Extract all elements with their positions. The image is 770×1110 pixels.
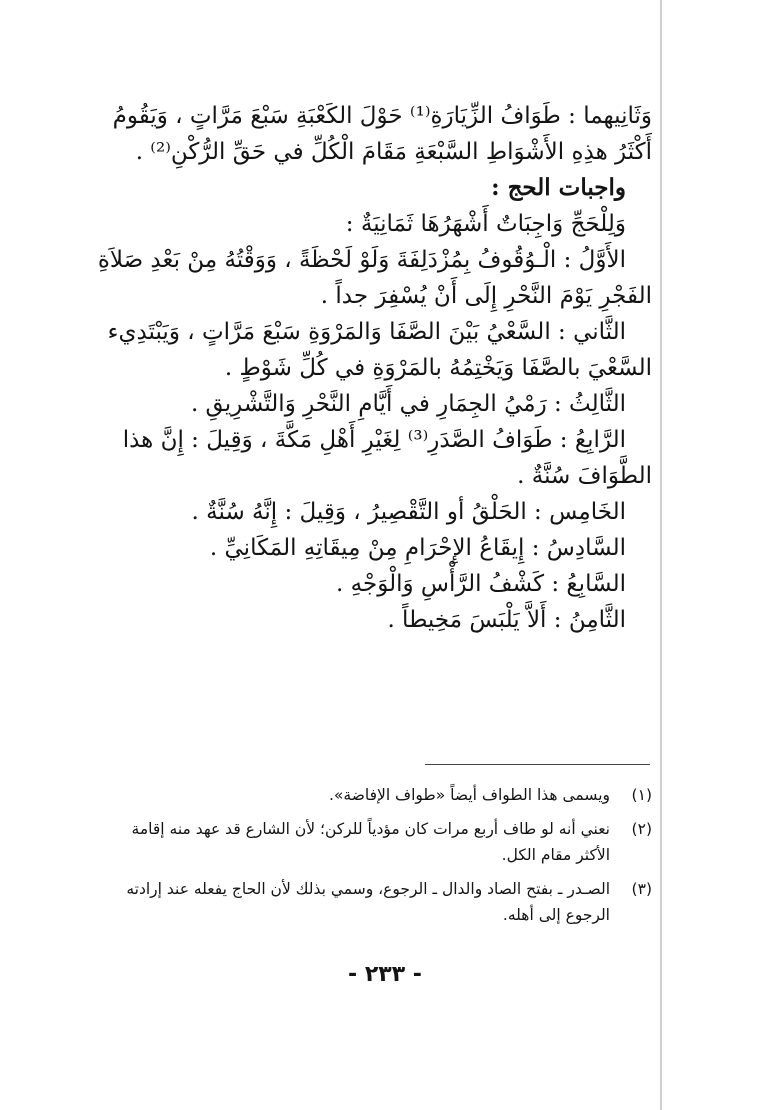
text-line-14: السَّابِعُ : كَشْفُ الرَّأْسِ وَالْوَجْهِ . <box>336 571 626 597</box>
text-line-15: الثَّامِنُ : أَلاَّ يَلْبَسَ مَخِيطاً . <box>387 607 626 633</box>
text-line-7: الثَّاني : السَّعْيُ بَيْنَ الصَّفَا وَالمَرْوَةِ سَبْعَ مَرَّاتٍ ، وَيَبْتَدِيء <box>107 319 626 345</box>
section-heading: واجبات الحج : <box>491 174 626 201</box>
footnote-text: نعني أنه لو طاف أربع مرات كان مؤدياً للركن؛ لأن الشارع قد عهد منه إقامة الأكثر مقام الكل. <box>131 820 610 864</box>
text-line-13: السَّادِسُ : إِيقَاعُ الإِحْرَامِ مِنْ مِيقَاتِهِ المَكَانِيِّ . <box>209 535 626 561</box>
text-line-5: الأَوَّلُ : الْـوُقُوفُ بِمُزْدَلِفَةَ وَلَوْ لَحْظَةً ، وَوَقْتُهُ مِنْ بَعْدِ صَلاَةِ <box>97 247 626 273</box>
footnote-number: (١) <box>631 786 652 804</box>
footnote-number: (٢) <box>631 820 652 838</box>
text-line-10: الرَّابِعُ : طَوَافُ الصَّدَرِ⁽³⁾ لِغَيْرِ أَهْلِ مَكَّةَ ، وَقِيلَ : إِنَّ هذا <box>122 427 626 453</box>
footnote-divider <box>425 764 650 765</box>
page-number: - ٢٣٣ - <box>348 962 422 987</box>
footnote-text: ويسمى هذا الطواف أيضاً «طواف الإفاضة». <box>328 786 610 804</box>
text-line-2: أَكْثَرُ هذِهِ الأَشْوَاطِ السَّبْعَةِ مَقَامَ الْكُلِّ في حَقِّ الرُّكْنِ⁽²⁾ . <box>135 139 652 165</box>
footnote-text: الصـدر ـ بفتح الصاد والدال ـ الرجوع، وسمي بذلك لأن الحاج يفعله عند إرادته الرجوع إلى أهله. <box>126 880 610 924</box>
footnote-3 <box>112 876 652 928</box>
text-line-4: وَلِلْحَجِّ وَاجِبَاتٌ أَشْهَرُهَا ثَمَانِيَةٌ : <box>345 211 626 237</box>
text-line-1: وَثَانِيهما : طَوَافُ الزِّيَارَةِ⁽¹⁾ حَوْلَ الكَعْبَةِ سَبْعَ مَرَّاتٍ ، وَيَقُومُ <box>112 103 652 129</box>
footnote-1 <box>112 782 652 808</box>
footnote-2 <box>112 816 652 868</box>
footnotes <box>112 782 652 936</box>
text-line-12: الخَامِس : الحَلْقُ أو التَّقْصِيرُ ، وَقِيلَ : إِنَّهُ سُنَّةٌ . <box>191 499 626 525</box>
text-line-9: الثَّالِثُ : رَمْيُ الجِمَارِ في أَيَّامِ النَّحْرِ وَالتَّشْرِيقِ . <box>190 391 626 417</box>
page-edge-line <box>660 0 662 1110</box>
text-line-8: السَّعْيَ بالصَّفَا وَيَخْتِمُهُ بالمَرْوَةِ في كُلِّ شَوْطٍ . <box>224 355 652 381</box>
text-line-6: الفَجْرِ يَوْمَ النَّحْرِ إِلَى أَنْ يُسْفِرَ جداً . <box>320 283 652 309</box>
footnote-number: (٣) <box>631 880 652 898</box>
main-text <box>97 98 652 638</box>
text-line-11: الطَّوَافَ سُنَّةٌ . <box>517 463 652 489</box>
